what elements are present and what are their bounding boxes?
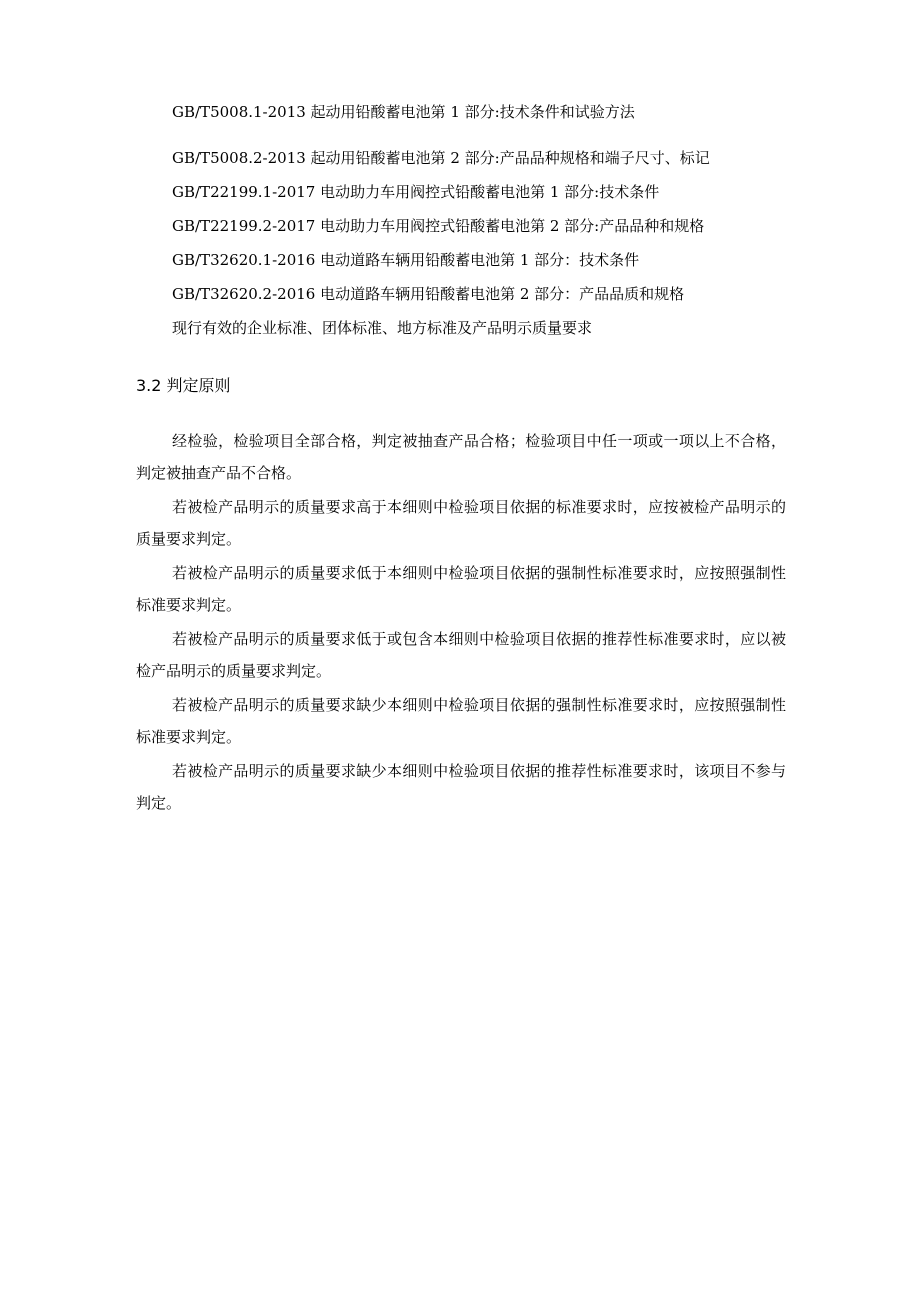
reference-item: GB/T22199.1-2017 电动助力车用阀控式铅酸蓄电池第 1 部分:技术条件 xyxy=(172,183,660,201)
section-heading: 3.2 判定原则 xyxy=(136,376,231,395)
reference-item: GB/T32620.1-2016 电动道路车辆用铅酸蓄电池第 1 部分：技术条件 xyxy=(172,251,640,269)
reference-item: GB/T22199.2-2017 电动助力车用阀控式铅酸蓄电池第 2 部分:产品品种和规格 xyxy=(172,217,705,235)
paragraph: 若被检产品明示的质量要求低于或包含本细则中检验项目依据的推荐性标准要求时，应以被检产品明示的质量要求判定。 xyxy=(136,630,786,680)
standards-reference-list xyxy=(172,101,792,351)
judgment-principles-body xyxy=(136,425,786,821)
reference-item: GB/T5008.1-2013 起动用铅酸蓄电池第 1 部分:技术条件和试验方法 xyxy=(172,103,635,121)
paragraph: 若被检产品明示的质量要求缺少本细则中检验项目依据的强制性标准要求时，应按照强制性标准要求判定。 xyxy=(136,696,786,746)
reference-item: 现行有效的企业标准、团体标准、地方标准及产品明示质量要求 xyxy=(172,319,593,337)
paragraph: 若被检产品明示的质量要求缺少本细则中检验项目依据的推荐性标准要求时，该项目不参与判定。 xyxy=(136,762,786,812)
reference-item: GB/T5008.2-2013 起动用铅酸蓄电池第 2 部分:产品品种规格和端子尺寸、标记 xyxy=(172,149,710,167)
paragraph: 经检验，检验项目全部合格，判定被抽查产品合格；检验项目中任一项或一项以上不合格，判定被抽查产品不合格。 xyxy=(136,432,786,482)
paragraph: 若被检产品明示的质量要求高于本细则中检验项目依据的标准要求时，应按被检产品明示的质量要求判定。 xyxy=(136,498,786,548)
paragraph: 若被检产品明示的质量要求低于本细则中检验项目依据的强制性标准要求时，应按照强制性标准要求判定。 xyxy=(136,564,786,614)
reference-item: GB/T32620.2-2016 电动道路车辆用铅酸蓄电池第 2 部分：产品品质和规格 xyxy=(172,285,685,303)
